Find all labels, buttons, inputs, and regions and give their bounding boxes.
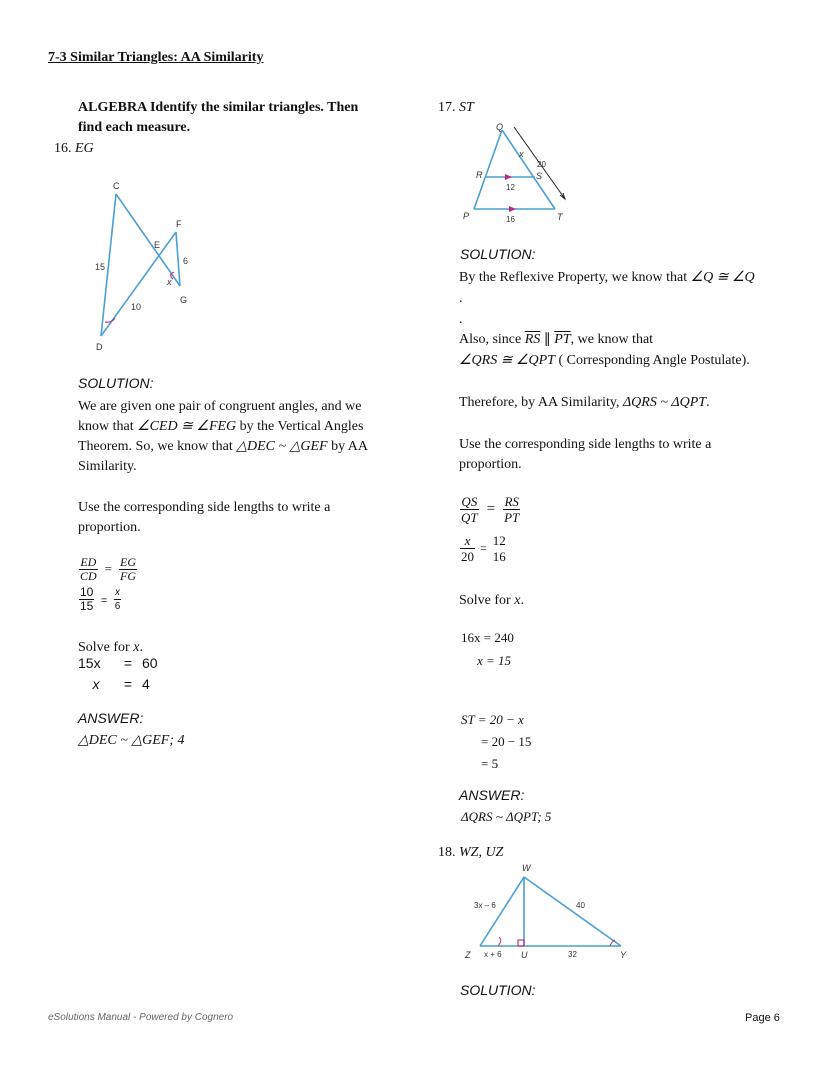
equals-sign: = [104,561,113,577]
denominator: 6 [114,601,121,612]
label-p: P [463,211,470,221]
page-number: Page 6 [745,1012,780,1024]
fraction-x-6 [114,586,122,613]
p16-step-2 [78,676,150,692]
numerator: EG [120,555,137,569]
fraction-ed-cd [79,556,98,583]
side-6-label: 6 [183,256,189,266]
segment-wz [480,877,524,946]
parallel-arrow-pt [509,206,516,212]
parallel-symbol: ∥ [540,332,555,347]
fraction-x-20 [460,533,475,564]
solve-text: Solve for [78,640,134,655]
denominator: 20 [461,549,474,564]
denominator: 15 [80,599,94,613]
problem-17-header [438,98,474,118]
p16-sol-2a: know that [78,419,138,434]
label-32: 32 [568,950,577,959]
footer-credit: eSolutions Manual - Powered by Cognero [48,1012,234,1023]
problem-18-figure [458,860,638,965]
denominator: FG [120,569,137,583]
p17-answer: ΔQRS ~ ΔQPT; 5 [461,809,552,824]
label-40: 40 [576,901,585,910]
segment-fg [176,232,180,286]
angle-z-mark [498,937,501,946]
also-text-end: , we know that [570,332,654,347]
side-x-label: x [167,277,172,287]
solve-period: . [520,593,524,608]
label-12: 12 [506,183,515,192]
label-g: G [180,295,188,305]
st-step-1-text: ST = 20 − x [461,712,524,727]
p16-sol-2c: by the Vertical Angles [236,419,364,434]
side-15-label: 15 [95,262,106,272]
label-16: 16 [506,215,515,224]
p16-sol-3a: Theorem. So, we know that [78,439,237,454]
denominator: QT [461,510,478,525]
equals-sign: = [480,541,487,556]
right-angle-mark [518,940,524,946]
p16-sol-line-4: Similarity. [78,459,137,474]
p17-equation-1: 16x = 240 [461,630,514,645]
page-title: 7-3 Similar Triangles: AA Similarity [48,50,264,65]
equals-sign: = [486,501,496,518]
problem-18-number: 18. [438,845,459,860]
label-q: Q [496,122,504,132]
p17-use-line-1: Use the corresponding side lengths to write a [459,437,712,452]
p17-proportion-1 [460,494,520,525]
step-1-right: 60 [142,655,158,671]
p16-proportion-1 [79,556,137,583]
p17-solve-for-x [459,591,524,611]
problem-17-number: 17. [438,100,459,115]
p17-answer-label: ANSWER: [459,787,525,803]
step-2-right: 4 [142,676,150,692]
p17-solution-label: SOLUTION: [460,246,536,262]
therefore-text: Therefore, by AA Similarity, [459,395,623,410]
problem-16-target: EG [75,141,94,156]
instructions-line-2: find each measure. [78,120,191,135]
label-e: E [154,240,161,250]
problem-17-target: ST [459,100,474,115]
fraction-rs-pt [503,494,520,525]
fraction-10-15 [79,586,94,613]
denominator: CD [80,569,97,583]
label-y: Y [620,950,627,960]
p17-st-step-1 [461,710,524,730]
parallel-arrow-rs [505,174,512,180]
p16-proportion-2 [79,586,121,613]
label-u: U [521,950,528,960]
p16-answer-label: ANSWER: [78,710,144,726]
label-f: F [176,219,182,229]
numerator: QS [461,494,478,509]
p17-reflexive-line [459,268,755,288]
p16-sol-3c: by AA [327,439,369,454]
label-3x-6: 3x – 6 [474,901,496,910]
step-1-left: 15x [78,655,101,671]
problem-16-header [54,139,94,159]
p16-sol-line-2 [78,417,363,437]
numerator: RS [504,494,519,509]
step-2-left: x [92,676,100,692]
label-s: S [536,171,543,181]
label-x-6: x + 6 [484,950,502,959]
p16-sol-line-3 [78,437,368,457]
fraction-eg-fg [119,556,137,583]
label-c: C [113,181,120,191]
segment-pt-text: $\overline{PT}$ [554,332,571,347]
numerator: 12 [492,533,506,548]
p16-use-line-2: proportion. [78,520,141,535]
p17-dot-1: . [459,291,463,306]
therefore-period: . [706,395,710,410]
fraction-12-16 [492,533,507,564]
problem-18-target: WZ, UZ [459,845,504,860]
step-2-eq: = [123,676,133,692]
p17-equation-2: x = 15 [477,653,512,668]
p16-sol-2b: ∠CED ≅ ∠FEG [137,419,237,434]
p17-corresponding-line [459,351,750,371]
therefore-math: ΔQRS ~ ΔQPT [622,395,707,410]
corresponding-math: ∠QRS ≅ ∠QPT [459,353,555,368]
label-z: Z [465,950,471,960]
solve-text: Solve for [459,593,515,608]
p17-therefore-line [459,393,710,413]
reflexive-math: ∠Q ≅ ∠Q [690,270,755,285]
numerator: ED [80,555,97,569]
step-1-eq: = [123,655,133,671]
p16-sol-line-1: We are given one pair of congruent angles, and we [78,399,362,414]
p18-solution-label: SOLUTION: [460,982,536,998]
numerator: x [114,587,120,598]
segment-qt [502,130,555,209]
label-x: x [519,149,524,159]
segment-wy [524,877,621,946]
equals-sign: = [100,594,108,607]
segment-rs-text: $\overline{RS}$ [524,332,541,347]
p17-dot-2: . [459,312,463,327]
reflexive-text: By the Reflexive Property, we know that [459,270,691,285]
corresponding-text: ( Corresponding Angle Postulate). [554,353,750,368]
instructions-line-1: ALGEBRA Identify the similar triangles. Then [78,100,359,115]
solve-variable: x [133,640,140,655]
label-20: 20 [537,160,546,169]
p16-step-1 [78,655,158,671]
denominator: 16 [492,549,506,564]
p16-sol-3b: △DEC ~ △GEF [236,439,328,454]
p16-solution-label: SOLUTION: [78,375,154,391]
problem-16-figure [88,175,208,355]
numerator: x [460,533,475,549]
denominator: PT [504,510,520,525]
p16-answer: △DEC ~ △GEF; 4 [78,733,185,748]
p17-st-step-2: = 20 − 15 [481,734,532,749]
p17-proportion-2 [460,533,507,564]
p16-use-line-1: Use the corresponding side lengths to write a [78,500,331,515]
label-d: D [96,342,103,352]
numerator: 10 [80,585,94,599]
fraction-qs-qt [460,494,479,525]
label-w: W [522,863,531,873]
p17-use-line-2: proportion. [459,457,522,472]
solve-period: . [139,640,143,655]
p17-also-line [459,330,653,350]
p17-st-step-3: = 5 [481,756,499,771]
problem-16-number: 16. [54,141,75,156]
label-t: T [557,212,563,222]
label-r: R [476,170,483,180]
also-text: Also, since [459,332,525,347]
side-10-label: 10 [131,302,142,312]
solve-variable: x [514,593,521,608]
problem-17-figure [455,120,585,230]
